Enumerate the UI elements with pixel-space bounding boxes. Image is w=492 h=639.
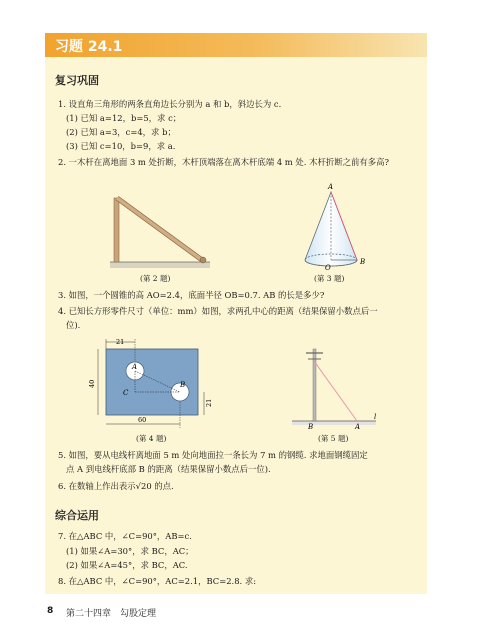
fig4-label-a: A <box>132 363 138 371</box>
question-7-part-2: (2) 如果∠A=45°，求 BC，AC. <box>66 560 188 570</box>
exercise-title-bar <box>45 33 427 57</box>
caption-fig-3: (第 3 题) <box>314 274 345 283</box>
ground-strip <box>110 262 210 268</box>
pole <box>313 349 316 421</box>
page-number: 8 <box>47 606 54 616</box>
fig5-label-a: A <box>355 423 361 431</box>
question-7-part-1: (1) 如果∠A=30°，求 BC，AC； <box>66 546 194 556</box>
pole-tip <box>200 257 206 263</box>
question-6: 6. 在数轴上作出表示√20 的点. <box>58 481 174 491</box>
figure-4-plate <box>90 336 220 432</box>
question-5-line-2: 点 A 到电线杆底部 B 的距离（结果保留小数点后一位). <box>66 464 271 474</box>
question-5-line-1: 5. 如图，要从电线杆离地面 5 m 处向地面拉一条长为 7 m 的钢缆. 求地面钢缆固定 <box>58 450 368 460</box>
caption-fig-4: (第 4 题) <box>136 434 167 443</box>
caption-fig-5: (第 5 题) <box>318 434 349 443</box>
question-1-part-1: (1) 已知 a=12，b=5，求 c； <box>66 113 182 123</box>
fig3-label-a: A <box>328 183 334 191</box>
dim-bottom: 60 <box>138 416 147 424</box>
ground-strip <box>292 421 376 425</box>
fig4-label-c: C <box>123 389 129 397</box>
pole-fallen <box>117 198 202 260</box>
question-7: 7. 在△ABC 中，∠C=90°，AB=c. <box>58 531 192 541</box>
question-8: 8. 在△ABC 中，∠C=90°，AC=2.1，BC=2.8. 求: <box>58 576 257 586</box>
dim-top: 21 <box>116 338 125 346</box>
question-1-part-2: (2) 已知 a=3，c=4，求 b； <box>66 127 176 137</box>
fig4-label-b: B <box>180 381 186 389</box>
fig5-label-b: B <box>308 423 314 431</box>
figure-3-cone <box>285 180 377 272</box>
question-4-line-2: 位). <box>66 320 81 330</box>
fig5-label-l: l <box>374 413 377 421</box>
pole-upright <box>114 198 119 262</box>
dim-left: 40 <box>88 379 96 388</box>
question-1-part-3: (3) 已知 c=10，b=9，求 a. <box>66 141 176 151</box>
fig3-label-o: O <box>325 264 331 272</box>
question-4-line-1: 4. 已知长方形零件尺寸（单位：mm）如图，求两孔中心的距离（结果保留小数点后一 <box>58 306 378 316</box>
chapter-title: 第二十四章 勾股定理 <box>66 609 157 619</box>
fig3-label-b: B <box>360 258 366 266</box>
section-comprehensive-heading: 综合运用 <box>55 509 99 522</box>
section-review-heading: 复习巩固 <box>55 74 99 87</box>
steel-cable <box>314 361 357 421</box>
figure-2-broken-pole <box>108 190 212 272</box>
caption-fig-2: (第 2 题) <box>140 274 171 283</box>
question-3: 3. 如图，一个圆锥的高 AO=2.4，底面半径 OB=0.7. AB 的长是多少? <box>58 290 325 300</box>
question-2: 2. 一木杆在离地面 3 m 处折断，木杆顶端落在离木杆底端 4 m 处. 木杆折断之前有多高? <box>58 157 389 167</box>
dim-right: 21 <box>205 398 213 407</box>
exercise-title: 习题 24.1 <box>55 39 123 55</box>
question-1: 1. 设直角三角形的两条直角边长分别为 a 和 b，斜边长为 c. <box>58 99 282 109</box>
figure-5-power-pole <box>284 343 384 429</box>
